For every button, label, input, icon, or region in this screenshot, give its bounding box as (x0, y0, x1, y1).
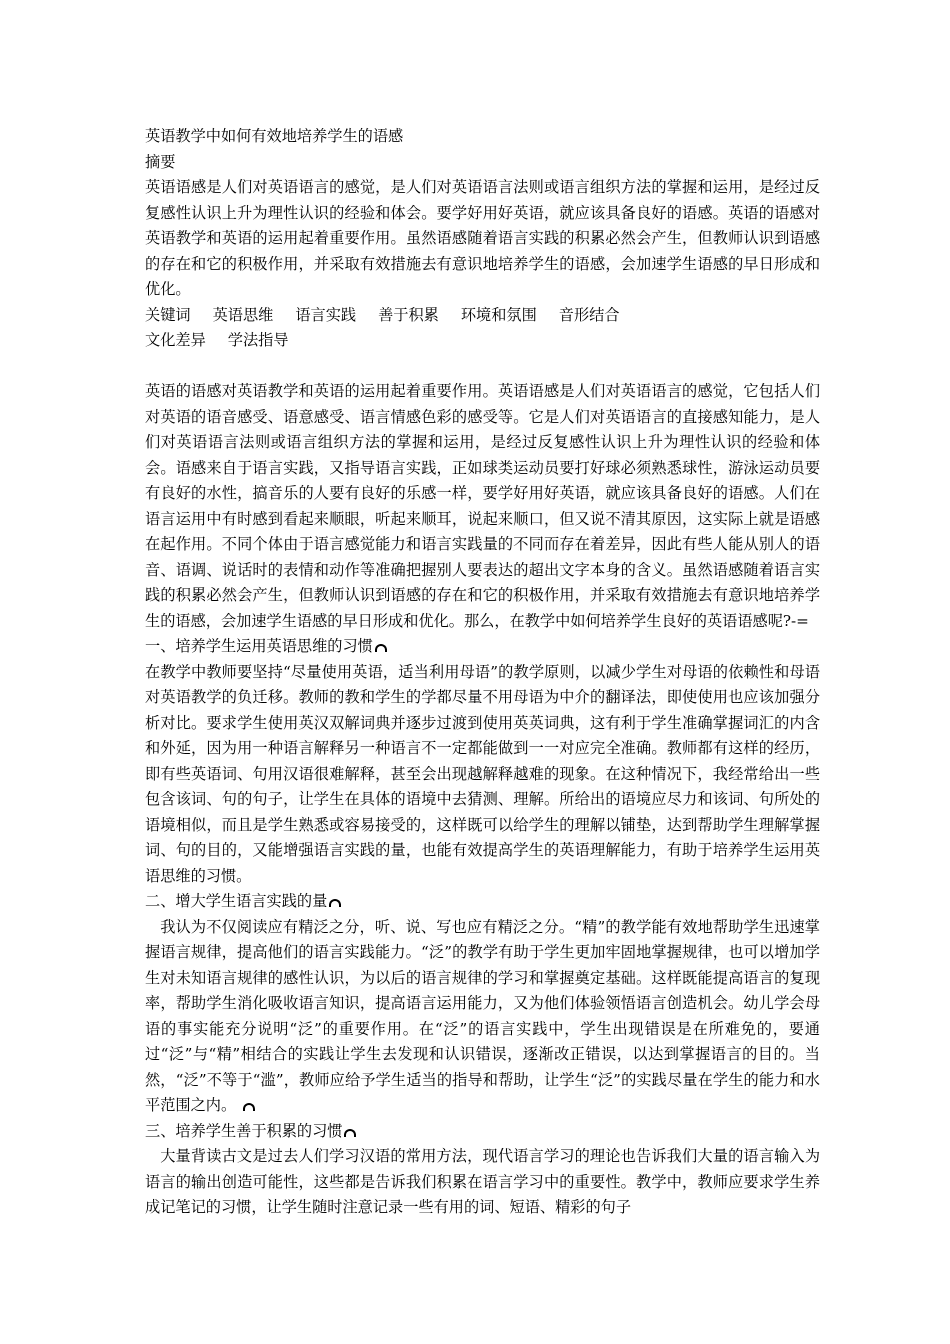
keyword: 英语思维 (212, 305, 274, 324)
abstract-text: 英语语感是人们对英语语言的感觉，是人们对英语语言法则或语言组织方法的掌握和运用，是经过反复感性认识上升为理性认识的经验和体会。要学好用好英语，就应该具备良好的语感。英语的语感对英语教学和英语的运用起着重要作用。虽然语感随着语言实践的积累必然会产生，但教师认识到语感的存在和它的积极作用，并采取有效措施去有意识地培养学生的语感，会加速学生语感的早日形成和优化。 (145, 178, 820, 298)
section3-body: 大量背读古文是过去人们学习汉语的常用方法，现代语言学习的理论也告诉我们大量的语言输入为语言的输出创造可能性，这些都是告诉我们积累在语言学习中的重要性。教学中，教师应要求学生养成记笔记的习惯，让学生随时注意记录一些有用的词、短语、精彩的句子 (145, 1147, 820, 1216)
keyword: 语言实践 (295, 305, 357, 324)
section1-heading-text: 一、培养学生运用英语思维的习惯 (145, 637, 373, 655)
section2-heading-text: 二、增大学生语言实践的量 (145, 892, 328, 910)
section1-heading (145, 634, 820, 660)
section1-body: 在教学中教师要坚持“尽量使用英语，适当利用母语”的教学原则，以减少学生对母语的依赖性和母语对英语教学的负迁移。教师的教和学生的学都尽量不用母语为中介的翻译法，即使使用也应该加强分析对比。要求学生使用英汉双解词典并逐步过渡到使用英英词典，这有利于学生准确掌握词汇的内含和外延，因为用一种语言解释另一种语言不一定都能做到一一对应完全准确。教师都有这样的经历，即有些英语词、句用汉语很难解释，甚至会出现越解释越难的现象。在这种情况下，我经常给出一些包含该词、句的句子，让学生在具体的语境中去猜测、理解。所给出的语境应尽力和该词、句所处的语境相似，而且是学生熟悉或容易接受的，这样既可以给学生的理解以铺垫，达到帮助学生理解掌握词、句的目的，又能增强语言实践的量，也能有效提高学生的英语理解能力，有助于培养学生运用英语思维的习惯。 (145, 662, 820, 885)
keyword: 善于积累 (378, 305, 439, 324)
document-page (145, 124, 820, 1221)
paragraph-mark-icon (243, 1103, 255, 1111)
section2-body-text: 我认为不仅阅读应有精泛之分，听、说、写也应有精泛之分。“精”的教学能有效地帮助学生迅速掌握语言规律，提高他们的语言实践能力。“泛”的教学有助于学生更加牢固地掌握规律，也可以增加学生对未知语言规律的感性认识，为以后的语言规律的学习和掌握奠定基础。这样既能提高语言的复现率，帮助学生消化吸收语言知识，提高语言运用能力，又为他们体验领悟语言创造机会。幼儿学会母语的事实能充分说明“泛”的重要作用。在“泛”的语言实践中，学生出现错误是在所难免的，要通过“泛”与“精”相结合的实践让学生去发现和认识错误，逐渐改正错误，以达到掌握语言的目的。当然，“泛”不等于“滥”，教师应给予学生适当的指导和帮助，让学生“泛”的实践尽量在学生的能力和水平范围之内。 (145, 917, 820, 1114)
section2-heading (145, 889, 820, 915)
keywords-line (145, 303, 820, 329)
keyword: 环境和氛围 (460, 305, 537, 324)
keywords-line-2 (145, 328, 820, 354)
section3-heading-text: 三、培养学生善于积累的习惯 (145, 1121, 343, 1140)
keyword: 学法指导 (227, 331, 289, 349)
intro-paragraph (145, 379, 820, 634)
keywords-label: 关键词 (145, 305, 191, 324)
keyword: 文化差异 (145, 331, 206, 349)
section2-body (145, 915, 820, 1119)
abstract-heading: 摘要 (145, 152, 176, 171)
intro-tail: -= (791, 611, 809, 630)
section3-heading (145, 1119, 820, 1145)
paragraph-mark-icon (375, 644, 387, 652)
keyword: 音形结合 (558, 305, 620, 324)
spacer (145, 354, 820, 380)
document-title: 英语教学中如何有效地培养学生的语感 (145, 127, 404, 145)
paragraph-mark-icon (344, 1129, 356, 1137)
intro-text: 英语的语感对英语教学和英语的运用起着重要作用。英语语感是人们对英语语言的感觉，它包括人们对英语的语音感受、语意感受、语言情感色彩的感受等。它是人们对英语语言的直接感知能力，是人们对英语语言法则或语言组织方法的掌握和运用，是经过反复感性认识上升为理性认识的经验和体会。语感来自于语言实践，又指导语言实践，正如球类运动员要打好球必须熟悉球性，游泳运动员要有良好的水性，搞音乐的人要有良好的乐感一样，要学好用好英语，就应该具备良好的语感。人们在语言运用中有时感到看起来顺眼，听起来顺耳，说起来顺口，但又说不清其原因，这实际上就是语感在起作用。不同个体由于语言感觉能力和语言实践量的不同而存在着差异，因此有些人能从别人的语音、语调、说话时的表情和动作等准确把握别人要表达的超出文字本身的含义。虽然语感随着语言实践的积累必然会产生，但教师认识到语感的存在和它的积极作用，并采取有效措施去有意识地培养学生的语感，会加速学生语感的早日形成和优化。那么，在教学中如何培养学生良好的英语语感呢? (145, 382, 820, 630)
paragraph-mark-icon (329, 899, 341, 907)
